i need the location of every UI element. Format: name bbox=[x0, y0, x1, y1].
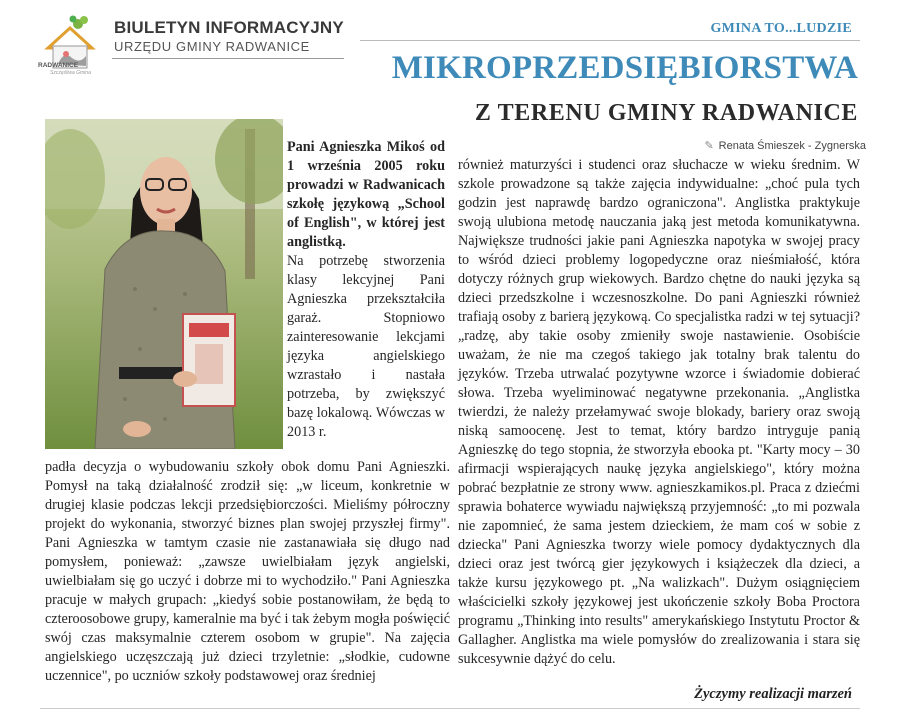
section-tag: GMINA TO...LUDZIE bbox=[710, 21, 852, 36]
author-line bbox=[704, 139, 866, 152]
bottom-divider bbox=[40, 708, 860, 709]
pen-icon: ✎ bbox=[704, 140, 714, 152]
bulletin-subtitle: URZĘDU GMINY RADWANICE bbox=[114, 39, 310, 54]
author-name: Renata Śmieszek - Zygnerska bbox=[718, 140, 866, 152]
logo-subtext: Szczęśliwa Gmina bbox=[50, 70, 91, 76]
intro-body-text: Na potrzebę stworzenia klasy lekcyjnej Pani Agnieszka przekształciła garaż. Stopniowo zainteresowanie lekcjami języka angielskiego wzrastało i nastała potrzeba, by zwiększyć bazę lokalową. Wówczas w 2013 r. bbox=[287, 253, 445, 440]
article-subtitle: Z TERENU GMINY RADWANICE bbox=[474, 100, 858, 126]
portrait-photo bbox=[45, 119, 283, 449]
article-title: MIKROPRZEDSIĘBIORSTWA bbox=[391, 50, 858, 86]
bulletin-title: BIULETYN INFORMACYJNY bbox=[114, 18, 344, 37]
header-divider bbox=[112, 58, 344, 59]
logo-text: RADWANICE bbox=[38, 62, 79, 69]
right-column-text: również maturzyści i studenci oraz słuchacze w wieku średnim. W szkole prowadzone są także zajęcia indywidualne: „choć pula tych godzin jest naprawdę bardzo ograniczona". Anglistka praktykuje swoją ulubiona metodę nauczania jaką jest metoda komunikatywna. Największe trudności jakie pani Agnieszka napotyka w swojej pracy to wśród dzieci problemy logopedyczne oraz nieśmiałość, która dotyczy różnych grup wiekowych. Bardzo chętne do nauki języka są dzieci przedszkolne i wczesnoszkolne. Do pani Agnieszki również trafiają osoby z barierą językową. Co specjalistka radzi w tej sytuacji? „radzę, aby takie osoby zmieniły swoje nastawienie. Osobiście uważam, że nie ma czegoś takiego jak totalny brak talentu do języków. Trzeba utrwalać pozytywne wzorce i świadomie dobierać słowa. Trzeba wyeliminować negatywne przekonania. „Anglistka twierdzi, że należy przełamywać swoje blokady, bariery oraz swoją niską samoocenę. Jest to temat, który bardzo intryguje panią Agnieszkę do tego stopnia, że stworzyła ebooka pt. "Karty mocy – 30 afirmacji wspierających naukę języka angielskiego", który można pobrać bezpłatnie ze strony www. agnieszkamikos.pl. Praca z dziećmi sprawia bohaterce wywiadu największą przyjemność: „to mi pozwala nie zapomnieć, że sama jestem dzieckiem, że mam coś w sobie z dziecka" Pani Agnieszka tworzy wiele pomocy dydaktycznych dla dzieci oraz jest twórcą gier językowych i książeczek dla dzieci, a także kursu językowego pt. „Na walizkach". Dużym osiągnięciem właścicielki szkoły językowej jest ukończenie szkoły Boba Proctora programu „Thinking into results" amerykańskiego Instytutu Proctor & Gallagher. Anglistka ma wiele pomysłów do zrealizowania i stara się sukcesywnie dążyć do celu. bbox=[458, 157, 860, 667]
left-column-text: padła decyzja o wybudowaniu szkoły obok domu Pani Agnieszki. Pomysł na taką działalność zrodził się: „w liceum, konkretnie w drugiej klasie podczas lekcji przedsiębiorczości. Mieliśmy półroczny projekt do wykonania, stworzyć biznes plan swojej przyszłej firmy". Pani Agnieszka w tamtym czasie nie zastanawiała się długo nad pomysłem, ponieważ: „zawsze uwielbiałam język angielski, uwielbiałam się go uczyć i dobrze mi to wychodziło." Pani Agnieszka pracuje w małych grupach: „kiedyś sobie postanowiłam, że będą to czteroosobowe grupy, kameralnie ma być i tak żebym mogła poświęcić swój czas maksymalnie czterem osobom w grupie". Na zajęcia angielskiego uczęszczają już dzieci trzyletnie: „słodkie, cudowne uczennice", po uczniów szkoły podstawowej oraz średniej bbox=[45, 459, 450, 684]
section-divider bbox=[360, 40, 860, 41]
intro-bold-text: Pani Agnieszka Mikoś od 1 września 2005 roku prowadzi w Radwanicach szkołę językową „School of English", w której jest anglistką. bbox=[287, 139, 445, 250]
closing-line: Życzymy realizacji marzeń bbox=[694, 686, 852, 702]
intro-text bbox=[287, 138, 445, 442]
